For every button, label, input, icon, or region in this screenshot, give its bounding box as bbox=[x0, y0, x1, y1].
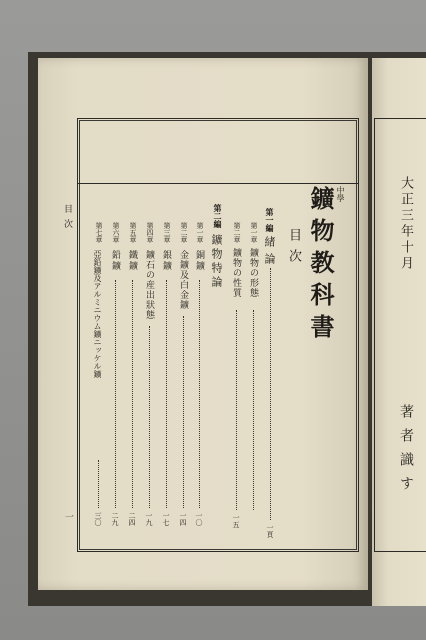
toc-chapter-title: 鑛物の性質 bbox=[231, 248, 241, 298]
toc-chapter-label: 第二章 bbox=[233, 222, 241, 243]
toc-leader bbox=[270, 268, 271, 520]
toc-page-number: 一五 bbox=[232, 514, 240, 528]
contents-heading: 目次 bbox=[286, 228, 301, 270]
series-label: 中學 bbox=[336, 186, 345, 202]
toc-leader bbox=[236, 310, 237, 510]
toc-chapter-title: 鉛鑛 bbox=[110, 250, 120, 272]
toc-chapter-title: 亞鉛鑛及アルミニウム鑛ニッケル鑛 bbox=[93, 250, 102, 378]
toc-page-number: 一九 bbox=[145, 512, 153, 526]
margin-page-number: 一 bbox=[63, 512, 73, 521]
toc-leader bbox=[183, 316, 184, 508]
toc-leader bbox=[115, 280, 116, 508]
margin-running-title: 目次 bbox=[62, 204, 72, 234]
toc-page-number: 一四 bbox=[179, 512, 187, 526]
toc-page-number: 二四 bbox=[128, 512, 136, 526]
toc-chapter-label: 第七章 bbox=[95, 222, 103, 243]
toc-leader bbox=[149, 326, 150, 508]
toc-leader bbox=[253, 310, 254, 510]
toc-chapter-title: 銅鑛 bbox=[194, 250, 204, 272]
toc-chapter-label: 第二章 bbox=[180, 222, 188, 243]
toc-page-number: 二九 bbox=[111, 512, 119, 526]
header-rule bbox=[77, 183, 359, 184]
toc-page-number: 一七 bbox=[162, 512, 170, 526]
toc-chapter-title: 銀鑛 bbox=[161, 250, 171, 272]
toc-part-label: 第一編 bbox=[265, 208, 275, 232]
toc-part-title: 鑛物特論 bbox=[210, 234, 223, 290]
toc-page-number: 一頁 bbox=[266, 524, 274, 538]
toc-part-label: 第二編 bbox=[213, 204, 223, 228]
toc-chapter-label: 第五章 bbox=[129, 222, 137, 243]
toc-chapter-title: 金鑛及白金鑛 bbox=[178, 250, 188, 310]
toc-chapter-label: 第四章 bbox=[146, 222, 154, 243]
toc-leader bbox=[98, 460, 99, 508]
toc-chapter-label: 第三章 bbox=[163, 222, 171, 243]
toc-chapter-title: 鑛物の形態 bbox=[248, 248, 258, 298]
toc-chapter-label: 第六章 bbox=[112, 222, 120, 243]
toc-page-number: 一〇 bbox=[195, 512, 203, 526]
toc-chapter-title: 鑛石の産出狀態 bbox=[144, 250, 154, 320]
toc-part-title: 緒論 bbox=[263, 236, 276, 270]
toc-leader bbox=[199, 280, 200, 508]
book-title: 鑛物教科書 bbox=[306, 186, 335, 346]
toc-chapter-label: 第一章 bbox=[250, 222, 258, 243]
preface-signature: 著者識す bbox=[398, 404, 414, 500]
toc-page-number: 三〇 bbox=[94, 512, 102, 526]
toc-chapter-label: 第一章 bbox=[196, 222, 204, 243]
preface-date: 大正三年十月 bbox=[398, 176, 413, 272]
toc-leader bbox=[166, 280, 167, 508]
toc-leader bbox=[132, 280, 133, 508]
toc-chapter-title: 鐵鑛 bbox=[127, 250, 137, 272]
